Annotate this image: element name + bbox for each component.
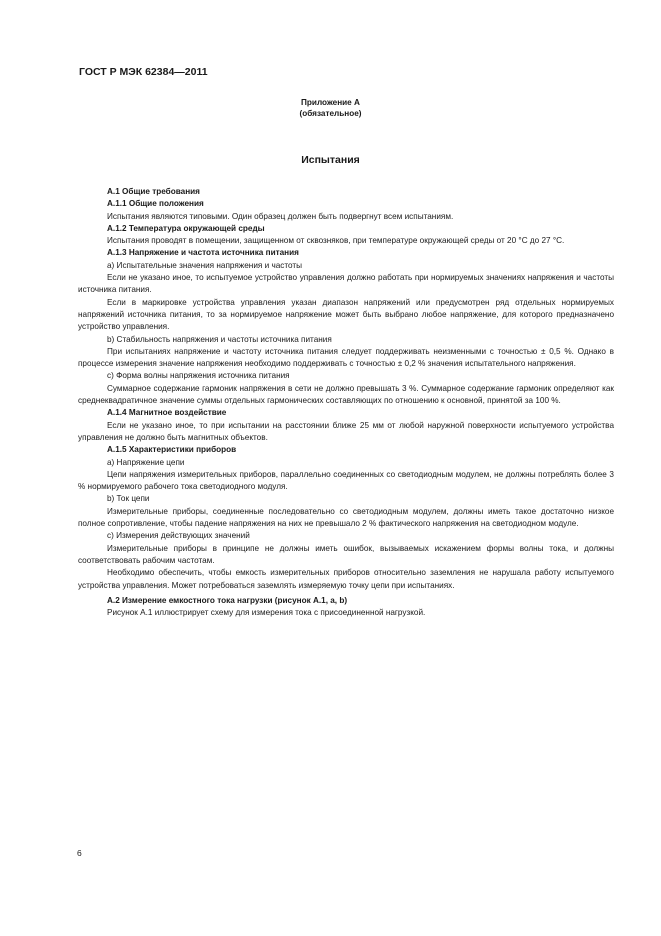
document-header: ГОСТ Р МЭК 62384—2011 [79,66,208,78]
paragraph: Рисунок А.1 иллюстрирует схему для измерения тока с присоединенной нагрузкой. [107,608,426,618]
paragraph: а) Испытательные значения напряжения и частоты [107,260,303,270]
page-number: 6 [77,848,82,858]
paragraph: Испытания проводят в помещении, защищенном от сквозняков, при температуре окружающей среды от 20 °С до 27 °С. [107,236,565,246]
annex-label: Приложение А [301,98,360,107]
section-heading: А.2 Измерение емкостного тока нагрузки (рисунок А.1, а, b) [107,595,348,605]
paragraph: При испытаниях напряжение и частоту источника питания следует поддерживать неизменными с точностью ± 0,5 %. Однако в процессе измерения значение напряжения необходимо поддерживать с точностью ± 0,2 % значения испытательного напряжения. [78,346,614,369]
section-title: Испытания [301,154,360,166]
section-heading: А.1.5 Характеристики приборов [107,445,237,455]
paragraph: Если не указано иное, то испытуемое устройство управления должно работать при нормируемых значениях напряжения и частоты источника питания. [78,273,614,295]
section-heading: А.1.3 Напряжение и частота источника питания [107,248,299,258]
paragraph: Необходимо обеспечить, чтобы емкость измерительных приборов относительно заземления не нарушала работу испытуемого устройства управления. Может потребоваться заземлять измеряемую точку цепи при испытаниях. [78,568,614,590]
paragraph: Если в маркировке устройства управления указан диапазон напряжений или предусмотрен ряд отдельных нормируемых напряжений источника питания, то за нормируемое напряжение может быть выбрано любое напряжение, для которого предназначено устройство управления. [78,297,614,332]
section-heading: А.1.1 Общие положения [107,199,204,209]
paragraph: Измерительные приборы, соединенные последовательно со светодиодным модулем, должны иметь такое достаточно низкое полное сопротивление, чтобы падение напряжения на них не превышало 2 % фактического напряжения на светодиодном модуле. [78,506,614,529]
paragraph: Цепи напряжения измерительных приборов, параллельно соединенных со светодиодным модулем, не должны потреблять более 3 % нормируемого рабочего тока светодиодного модуля. [78,469,614,492]
section-heading: А.1.4 Магнитное воздействие [107,408,227,418]
paragraph: а) Напряжение цепи [107,457,185,467]
paragraph: Суммарное содержание гармоник напряжения в сети не должно превышать 3 %. Суммарное содержание гармоник определяют как среднеквадратичное значение суммы отдельных гармонических составляющих по отношению к основной, принятой за 100 %. [78,383,614,406]
paragraph: с) Измерения действующих значений [107,531,250,541]
paragraph: b) Ток цепи [107,494,150,504]
section-heading: А.1 Общие требования [107,187,200,196]
paragraph: Испытания являются типовыми. Один образец должен быть подвергнут всем испытаниям. [107,211,454,221]
annex-status: (обязательное) [299,109,362,118]
paragraph: Измерительные приборы в принципе не должны иметь ошибок, вызываемых искажением формы волны тока, и должны соответствовать рабочим частотам. [78,543,614,565]
paragraph: b) Стабильность напряжения и частоты источника питания [107,334,332,344]
paragraph: Если не указано иное, то при испытании на расстоянии ближе 25 мм от любой наружной поверхности испытуемого устройства управления не должно быть магнитных объектов. [78,420,614,442]
paragraph: с) Форма волны напряжения источника питания [107,371,290,381]
body-text [78,186,614,619]
section-heading: А.1.2 Температура окружающей среды [107,223,265,233]
